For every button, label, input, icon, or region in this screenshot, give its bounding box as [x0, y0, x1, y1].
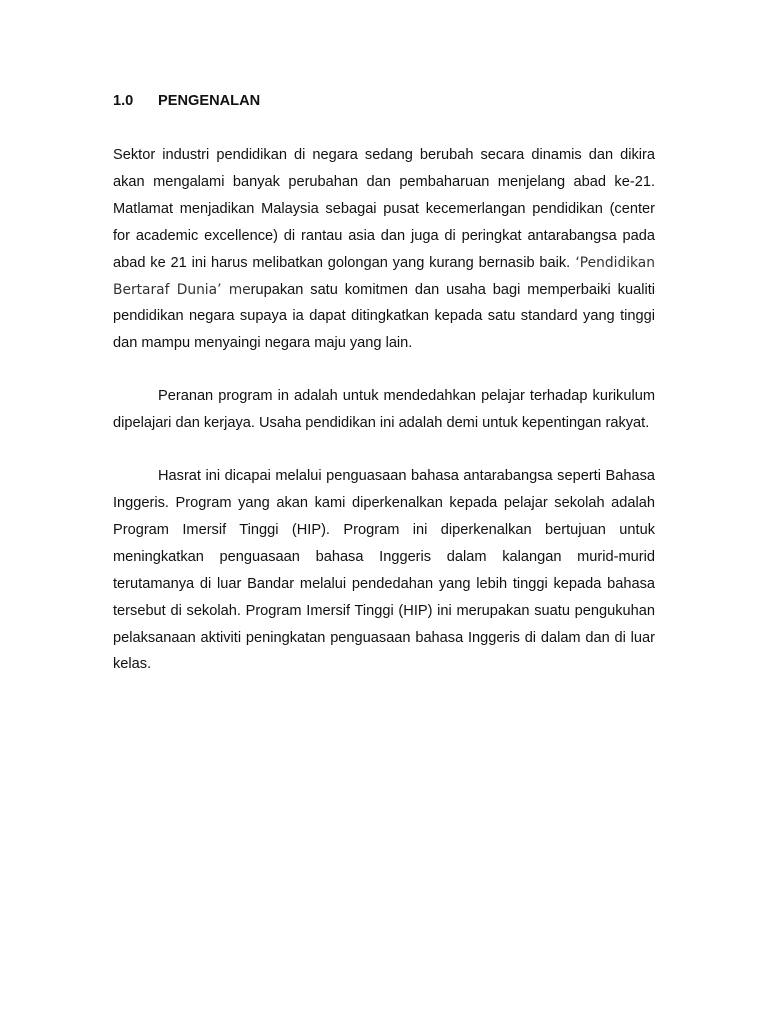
paragraph-2: Peranan program in adalah untuk mendedahkan pelajar terhadap kurikulum dipelajari dan kerjaya. Usaha pendidikan ini adalah demi untuk kepentingan rakyat. [113, 388, 655, 432]
paragraph-1-quote: ‘Pendidikan Bertaraf Dunia’ me [113, 254, 655, 298]
paragraph-3: Hasrat ini dicapai melalui penguasaan bahasa antarabangsa seperti Bahasa Inggeris. Program yang akan kami diperkenalkan kepada pelajar sekolah adalah Program Imersif Tinggi (HIP). Program ini diperkenalkan bertujuan untuk meningkatkan penguasaan bahasa Inggeris dalam kalangan murid-murid terutamanya di luar Bandar melalui pendedahan yang lebih tinggi kepada bahasa tersebut di sekolah. Program Imersif Tinggi (HIP) ini merupakan suatu pengukuhan pelaksanaan aktiviti peningkatan penguasaan bahasa Inggeris di dalam dan di luar kelas. [113, 468, 655, 673]
section-heading [113, 88, 655, 114]
document-body [113, 88, 655, 704]
paragraph-1 [113, 142, 655, 357]
paragraph-1-end: rupakan satu komitmen dan usaha bagi memperbaiki kualiti pendidikan negara supaya ia dapat ditingkatkan kepada satu standard yang tinggi dan mampu menyaingi negara maju yang lain. [113, 281, 655, 352]
section-title: PENGENALAN [158, 93, 261, 109]
section-number: 1.0 [113, 93, 134, 109]
paragraph-1-start: Sektor industri pendidikan di negara sedang berubah secara dinamis dan dikira akan mengalami banyak perubahan dan pembaharuan menjelang abad ke-21. Matlamat menjadikan Malaysia sebagai pusat kecemerlangan pendidikan (center for academic excellence) di rantau asia dan juga di peringkat antarabangsa pada abad ke 21 ini harus melibatkan golongan yang kurang bernasib baik. [113, 147, 655, 271]
